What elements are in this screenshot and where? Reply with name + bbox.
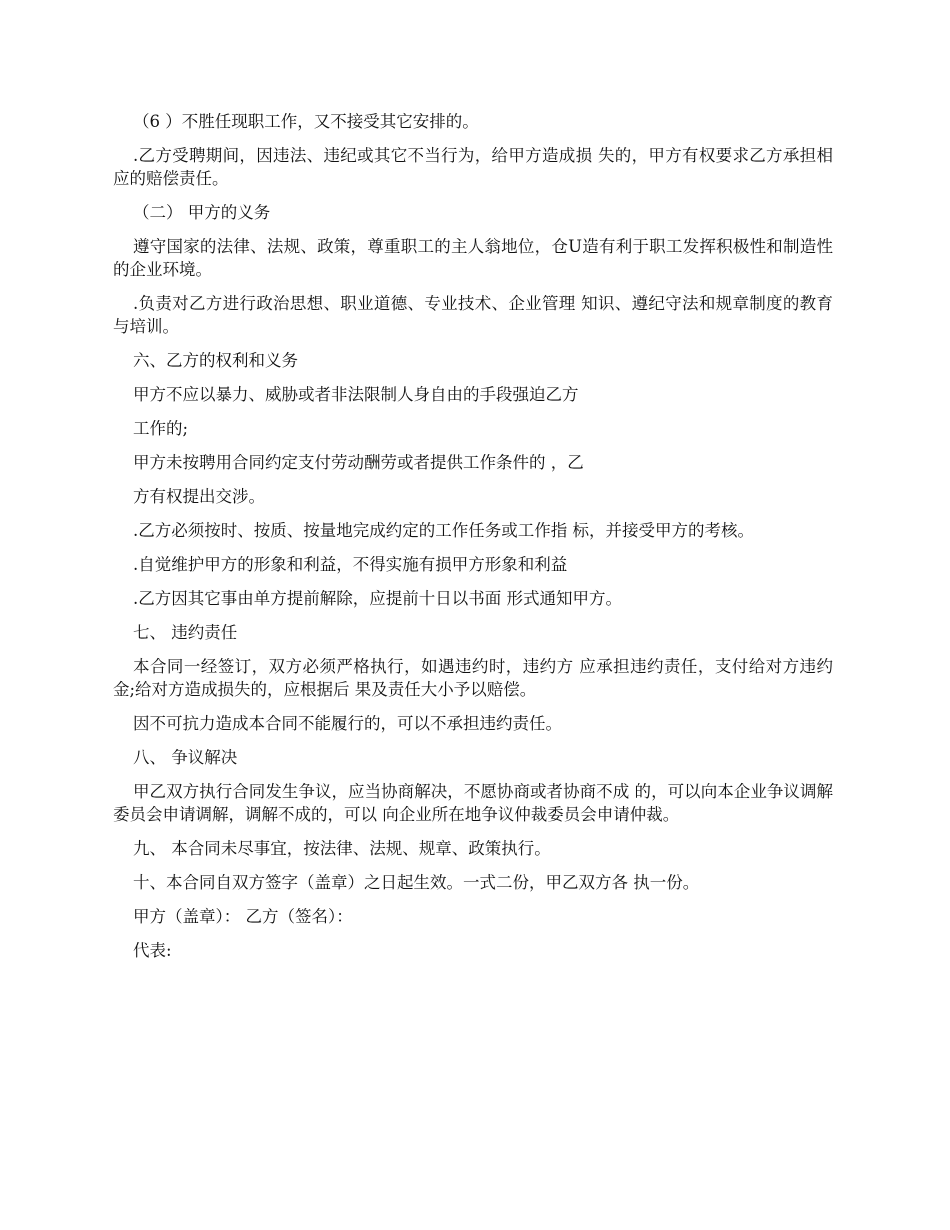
paragraph-comply-with-laws: 遵守国家的法律、法规、政策，尊重职工的主人翁地位，仓U造有利于职工发挥积极性和制造性的企业环境。 — [113, 237, 833, 279]
paragraph-early-termination: .乙方因其它事由单方提前解除，应提前十日以书面 形式通知甲方。 — [133, 589, 622, 608]
document-body — [113, 110, 833, 973]
heading-breach-liability: 七、 违约责任 — [133, 623, 238, 642]
representative-line: 代表: — [133, 941, 172, 960]
paragraph-protect-image: .自觉维护甲方的形象和利益，不得实施有损甲方形象和利益 — [133, 555, 568, 574]
paragraph-dispute-mediation: 甲乙双方执行合同发生争议，应当协商解决，不愿协商或者协商不成 的，可以向本企业争议调解委员会申请调解，调解不成的，可以 向企业所在地争议仲裁委员会申请仲裁。 — [113, 782, 833, 824]
paragraph-complete-tasks: .乙方必须按时、按质、按量地完成约定的工作任务或工作指 标，并接受甲方的考核。 — [133, 521, 754, 540]
paragraph-compensation-liability: .乙方受聘期间，因违法、违纪或其它不当行为，给甲方造成损 失的，甲方有权要求乙方承担相应的赔偿责任。 — [113, 146, 833, 188]
paragraph-unresolved-matters: 九、 本合同未尽事宜，按法律、法规、规章、政策执行。 — [133, 839, 551, 858]
paragraph-education-training: .负责对乙方进行政治思想、职业道德、专业技术、企业管理 知识、遵纪守法和规章制度的教育与培训。 — [113, 294, 833, 336]
signature-line: 甲方（盖章）： 乙方（签名）： — [133, 907, 353, 926]
paragraph-breach-penalty: 本合同一经签订，双方必须严格执行，如遇违约时，违约方 应承担违约责任，支付给对方违约金;给对方造成损失的，应根据后 果及责任大小予以赔偿。 — [113, 657, 833, 699]
paragraph-no-forced-labor-cont: 工作的; — [133, 419, 189, 438]
heading-party-a-obligations: （二） 甲方的义务 — [133, 203, 271, 222]
heading-party-b-rights: 六、乙方的权利和义务 — [133, 351, 298, 370]
paragraph-dismissal-clause-6: （6 ）不胜任现职工作，又不接受其它安排的。 — [133, 112, 479, 131]
heading-dispute-resolution: 八、 争议解决 — [133, 748, 238, 767]
paragraph-unpaid-wages-cont: 方有权提出交涉。 — [133, 487, 265, 506]
paragraph-effective-date: 十、本合同自双方签字（盖章）之日起生效。一式二份，甲乙双方各 执一份。 — [133, 873, 700, 892]
paragraph-unpaid-wages: 甲方未按聘用合同约定支付劳动酬劳或者提供工作条件的 ，乙 — [133, 453, 584, 472]
paragraph-force-majeure: 因不可抗力造成本合同不能履行的，可以不承担违约责任。 — [133, 714, 562, 733]
paragraph-no-forced-labor: 甲方不应以暴力、威胁或者非法限制人身自由的手段强迫乙方 — [133, 385, 579, 404]
